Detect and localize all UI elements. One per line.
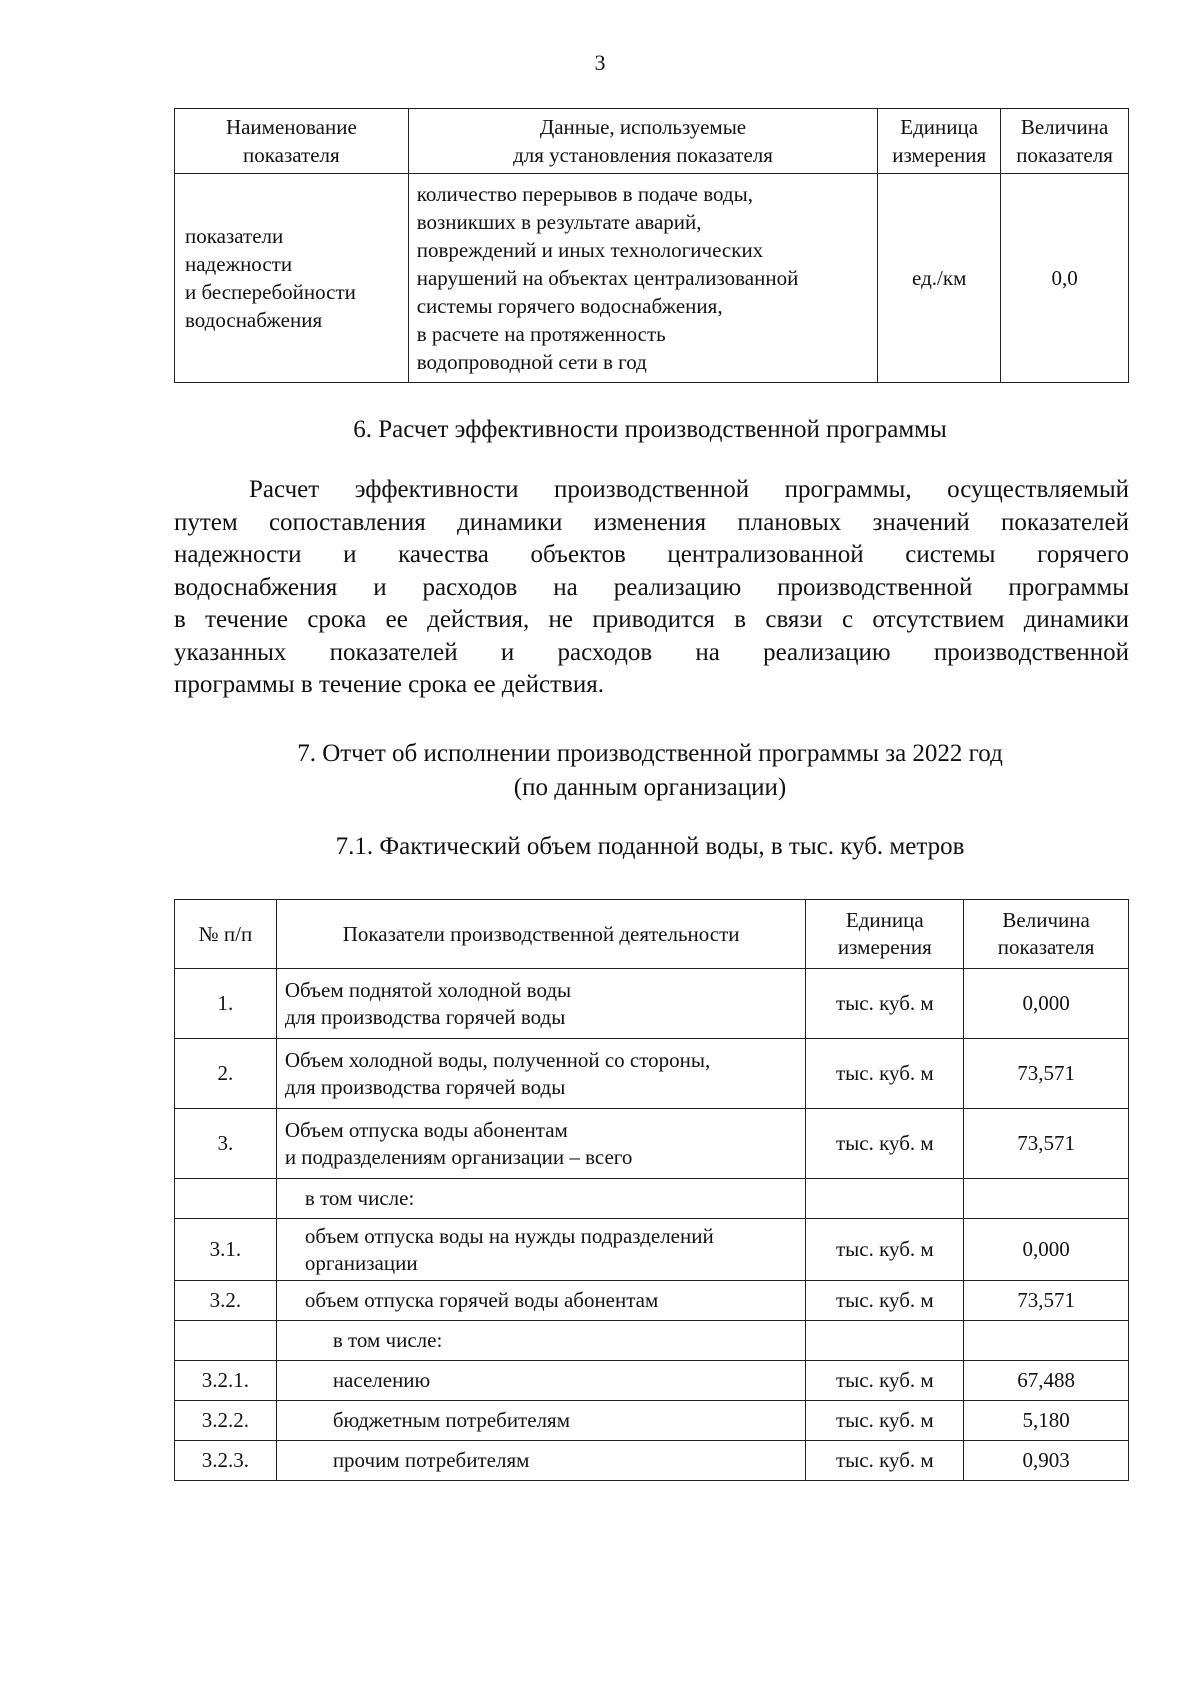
row-num: 3.2.3.: [175, 1441, 277, 1481]
header-name: Наименование показателя: [175, 109, 409, 174]
header-value: Величина показателя: [964, 900, 1129, 969]
table-row: [175, 1441, 1129, 1481]
row-value: 73,571: [964, 1109, 1129, 1179]
paragraph-line: в течение срока ее действия, не приводится в связи с отсутствием динамики: [174, 606, 1129, 633]
row-indicator: объем отпуска воды на нужды подразделений организации: [276, 1219, 806, 1281]
water-volume-table-header: [175, 900, 1129, 969]
row-unit: тыс. куб. м: [806, 1109, 964, 1179]
row-indicator: в том числе:: [276, 1179, 806, 1219]
row-num: 3.2.2.: [175, 1401, 277, 1441]
row-indicator: Объем холодной воды, полученной со стороны, для производства горячей воды: [276, 1039, 806, 1109]
section-7-title: [0, 737, 1200, 805]
indicators-table-header: [175, 109, 1129, 174]
table-row: [175, 1281, 1129, 1321]
row-num: 2.: [175, 1039, 277, 1109]
row-value: 73,571: [964, 1039, 1129, 1109]
water-volume-table: [174, 899, 1129, 1481]
row-value: 0,000: [964, 969, 1129, 1039]
row-indicator: в том числе:: [276, 1321, 806, 1361]
table-row: [175, 1361, 1129, 1401]
header-unit: Единица измерения: [878, 109, 1001, 174]
row-unit: тыс. куб. м: [806, 1441, 964, 1481]
header-indicator: Показатели производственной деятельности: [276, 900, 806, 969]
row-unit: тыс. куб. м: [806, 969, 964, 1039]
section-6-paragraph: [174, 474, 1129, 702]
row-indicator: Объем отпуска воды абонентам и подразделениям организации – всего: [276, 1109, 806, 1179]
row-indicator: Объем поднятой холодной воды для производства горячей воды: [276, 969, 806, 1039]
row-num: 3.2.: [175, 1281, 277, 1321]
header-value: Величина показателя: [1001, 109, 1129, 174]
row-indicator: бюджетным потребителям: [276, 1401, 806, 1441]
header-unit: Единица измерения: [806, 900, 964, 969]
row-unit: тыс. куб. м: [806, 1039, 964, 1109]
row-unit: тыс. куб. м: [806, 1361, 964, 1401]
table-row: [175, 1401, 1129, 1441]
indicator-name-cell: показатели надежности и бесперебойности водоснабжения: [175, 174, 409, 383]
row-num: [175, 1321, 277, 1361]
row-value: 0,903: [964, 1441, 1129, 1481]
paragraph-line: Расчет эффективности производственной программы, осуществляемый: [249, 476, 1129, 503]
paragraph-line: указанных показателей и расходов на реализацию производственной: [174, 638, 1129, 666]
row-value: [964, 1179, 1129, 1219]
paragraph-line: надежности и качества объектов централизованной системы горячего: [174, 541, 1129, 568]
section-7-title-line-2: (по данным организации): [513, 774, 787, 801]
row-value: 0,000: [964, 1219, 1129, 1281]
row-num: [175, 1179, 277, 1219]
row-value: 67,488: [964, 1361, 1129, 1401]
row-unit: тыс. куб. м: [806, 1281, 964, 1321]
paragraph-line: водоснабжения и расходов на реализацию производственной программы: [174, 573, 1129, 601]
page-number: 3: [594, 50, 606, 75]
row-num: 3.: [175, 1109, 277, 1179]
section-6-title: 6. Расчет эффективности производственной программы: [353, 416, 947, 443]
indicator-unit-cell: ед./км: [878, 174, 1001, 383]
row-indicator: объем отпуска горячей воды абонентам: [276, 1281, 806, 1321]
table-row: [175, 174, 1129, 383]
row-unit: [806, 1321, 964, 1361]
row-value: [964, 1321, 1129, 1361]
header-num: № п/п: [175, 900, 277, 969]
row-num: 1.: [175, 969, 277, 1039]
row-unit: [806, 1179, 964, 1219]
row-unit: тыс. куб. м: [806, 1401, 964, 1441]
row-indicator: населению: [276, 1361, 806, 1401]
paragraph-line: путем сопоставления динамики изменения плановых значений показателей: [174, 508, 1129, 536]
table-row: [175, 1039, 1129, 1109]
indicators-table: [174, 108, 1129, 383]
indicator-value-cell: 0,0: [1001, 174, 1129, 383]
table-row: [175, 1219, 1129, 1281]
indicator-data-cell: количество перерывов в подаче воды, возникших в результате аварий, повреждений и иных технологических нарушений на объектах централизованной системы горячего водоснабжения, в расчете на протяженность водопроводной сети в год: [408, 174, 878, 383]
table-row: [175, 1109, 1129, 1179]
row-indicator: прочим потребителям: [276, 1441, 806, 1481]
table-row: [175, 969, 1129, 1039]
row-value: 5,180: [964, 1401, 1129, 1441]
row-num: 3.2.1.: [175, 1361, 277, 1401]
header-data: Данные, используемые для установления показателя: [408, 109, 878, 174]
row-value: 73,571: [964, 1281, 1129, 1321]
section-7-title-line-1: 7. Отчет об исполнении производственной программы за 2022 год: [297, 740, 1003, 767]
row-num: 3.1.: [175, 1219, 277, 1281]
section-7-1-title: 7.1. Фактический объем поданной воды, в тыс. куб. метров: [335, 833, 965, 860]
table-row: [175, 1179, 1129, 1219]
paragraph-line: программы в течение срока ее действия.: [174, 671, 604, 698]
row-unit: тыс. куб. м: [806, 1219, 964, 1281]
table-row: [175, 1321, 1129, 1361]
